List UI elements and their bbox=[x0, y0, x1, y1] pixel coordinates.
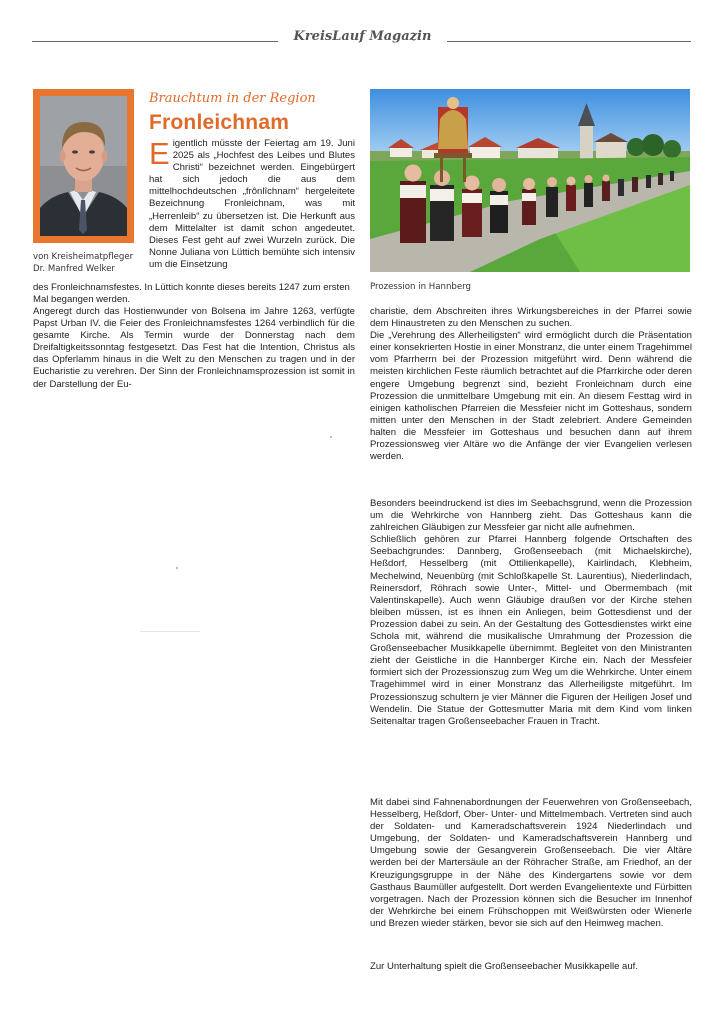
scan-speck bbox=[330, 436, 332, 438]
right-paragraph-1a: charistie, dem Abschreiten ihres Wirkungsbereiches in der Pfarrei sowie dem Hinaustreten zu den Menschen zu suchen. bbox=[370, 306, 692, 330]
author-portrait bbox=[33, 89, 134, 243]
scan-speck bbox=[176, 567, 178, 569]
right-paragraph-2a: Besonders beeindruckend ist dies im Seebachsgrund, wenn die Prozession um die Wehrkirche von Hannberg zieht. Das Gotteshaus kann die zahlreichen Gläubigen zur Messfeier gar nicht alle aufnehmen. bbox=[370, 498, 692, 534]
right-block-2 bbox=[370, 498, 692, 728]
procession-photo bbox=[370, 89, 690, 272]
drop-cap: E bbox=[149, 136, 170, 171]
author-caption-line2: Dr. Manfred Welker bbox=[33, 264, 115, 274]
right-paragraph-1b: Die „Verehrung des Allerheiligsten“ wird ermöglicht durch die Präsentation einer konsekrierten Hostie in einer Monstranz, die unter einem Tragehimmel vom Pfarrherrn bei der Prozession mitgeführt wird. Denn während die meisten kirchlichen Feste räumlich betrachtet auf die Pfarrkirche oder deren engere Umgebung begrenzt sind, bezieht Fronleichnam durch eine Prozession die unmittelbare Umgebung mit ein. An diesem Festtag wird in einigen katholischen Pfarreien die Messfeier nicht im Gotteshaus, sondern mitten unter den Menschen in der Stadt zelebriert. Andere Gemeinden halten die Messfeier im Gotteshaus und besuchen dann auf ihrem Prozessionsweg vier Altäre wo die Anfänge der vier Evangelien verlesen werden. bbox=[370, 330, 692, 463]
left-paragraph-2: Angeregt durch das Hostienwunder von Bolsena im Jahre 1263, verfügte Papst Urban IV. die Feier des Fronleichnamsfestes 1264 verbindlich für die gesamte Kirche. Als Termin wurde der Donnerstag nach dem Dreifaltigkeitssonntag festgesetzt. Das Fest hat die Intention, Christus als das Opferlamm hinaus in die Welt zu den Menschen zu tragen und in der Eucharistie zu verehren. Der Sinn der Fronleichnamsprozession ist somit in der Darstellung der Eu- bbox=[33, 306, 355, 390]
article-kicker: Brauchtum in der Region bbox=[149, 91, 316, 106]
right-paragraph-4: Zur Unterhaltung spielt die Großenseebacher Musikkapelle auf. bbox=[370, 961, 638, 972]
article-intro bbox=[149, 138, 355, 271]
article-headline: Fronleichnam bbox=[149, 111, 290, 134]
left-paragraph-1: des Fronleichnamsfestes. In Lüttich konnte dieses bereits 1247 zum ersten Mal begangen werden. bbox=[33, 282, 350, 306]
masthead-rule-left bbox=[32, 41, 278, 42]
masthead-rule-right bbox=[447, 41, 691, 42]
right-paragraph-2b: Schließlich gehören zur Pfarrei Hannberg folgende Ortschaften des Seebachgrundes: Dannberg, Großenseebach (mit Michaelskirche), Heßdorf, Hesselberg (mit Ottilienkapelle), Kairlindach, Klebheim, Mechelwind, Neuenbürg (mit Schloßkapelle St. Laurentius), Niederlindach, Reinersdorf, Röhrach sowie Unter-, Mittel- und Obermembach (mit Valentinskapelle). Auch wenn Gläubige draußen vor der Kirche stehen bleiben müssen, ist es ihnen ein Anliegen, beim Gottesdienst und der Prozession dabei zu sein. An der Gestaltung des Gottesdienstes wirkt eine Schola mit, während die musikalische Umrahmung der Prozession die Großenseebacher Musikkapelle übernimmt. Begleitet von den Ministranten zieht der Geistliche in die Hannberger Kirche ein. Nach der Messfeier formiert sich der Prozessionszug zum Weg um die Wehrkirche. Unter einem Tragehimmel wird in einer Monstranz das Allerheiligste mitgeführt. Im Prozessionszug schultern je vier Männer die Figuren der Heiligen Josef und Wendelin. Die Statue der Gottesmutter Maria mit dem Kind vom linken Seitenaltar tragen Großenseebacher Frauen in Tracht. bbox=[370, 534, 692, 727]
right-block-1 bbox=[370, 306, 692, 463]
author-caption bbox=[33, 251, 143, 275]
procession-image bbox=[370, 89, 690, 272]
intro-text: igentlich müsste der Feiertag am 19. Juni 2025 als „Hochfest des Leibes und Blutes Christi“ bezeichnet werden. Eingebürgert hat sich jedoch die aus dem mittelhochdeutschen „frônlîchnam“ hergeleitete Bezeichnung Fronleichnam, was mit „Herrenleib“ zu übersetzen ist. Die Herkunft aus dem Mittelalter ist damit schon angedeutet. Dieses Fest geht auf zwei Wurzeln zurück. Die Nonne Juliana von Lüttich bemühte sich intensiv um die Einsetzung bbox=[149, 138, 355, 270]
magazine-title: KreisLauf Magazin bbox=[293, 29, 432, 44]
right-paragraph-3: Mit dabei sind Fahnenabordnungen der Feuerwehren von Großenseebach, Hesselberg, Heßdorf, Ober- Unter- und Mittelmembach. Vertreten sind auch der Soldaten- und Kameradschaftsverein 1924 Niederlindach und Umgebung, der Soldaten- und Kameradschaftsverein Hannberg und Umgebung sowie der Gesangverein Großenseebach. Die vier Altäre werden bei der Martersäule an der Röhracher Straße, am Friedhof, an der Kreuzigungsgruppe in der Nähe des Kindergartens sowie vor dem Gasthaus Baumüller aufgestellt. Dort werden Evangelientexte und Fürbitten vorgetragen. Nach der Prozession können sich die Besucher im Innenhof der Wehrkirche bei einem Frühschoppen mit Weißwürsten oder Wienerle und Brezen wieder stärken, bevor sie sich auf den Heimweg machen. bbox=[370, 797, 692, 929]
author-caption-line1: von Kreisheimatpfleger bbox=[33, 252, 134, 262]
author-photo bbox=[40, 96, 127, 236]
photo-caption: Prozession in Hannberg bbox=[370, 282, 471, 292]
scan-speck bbox=[140, 631, 200, 632]
